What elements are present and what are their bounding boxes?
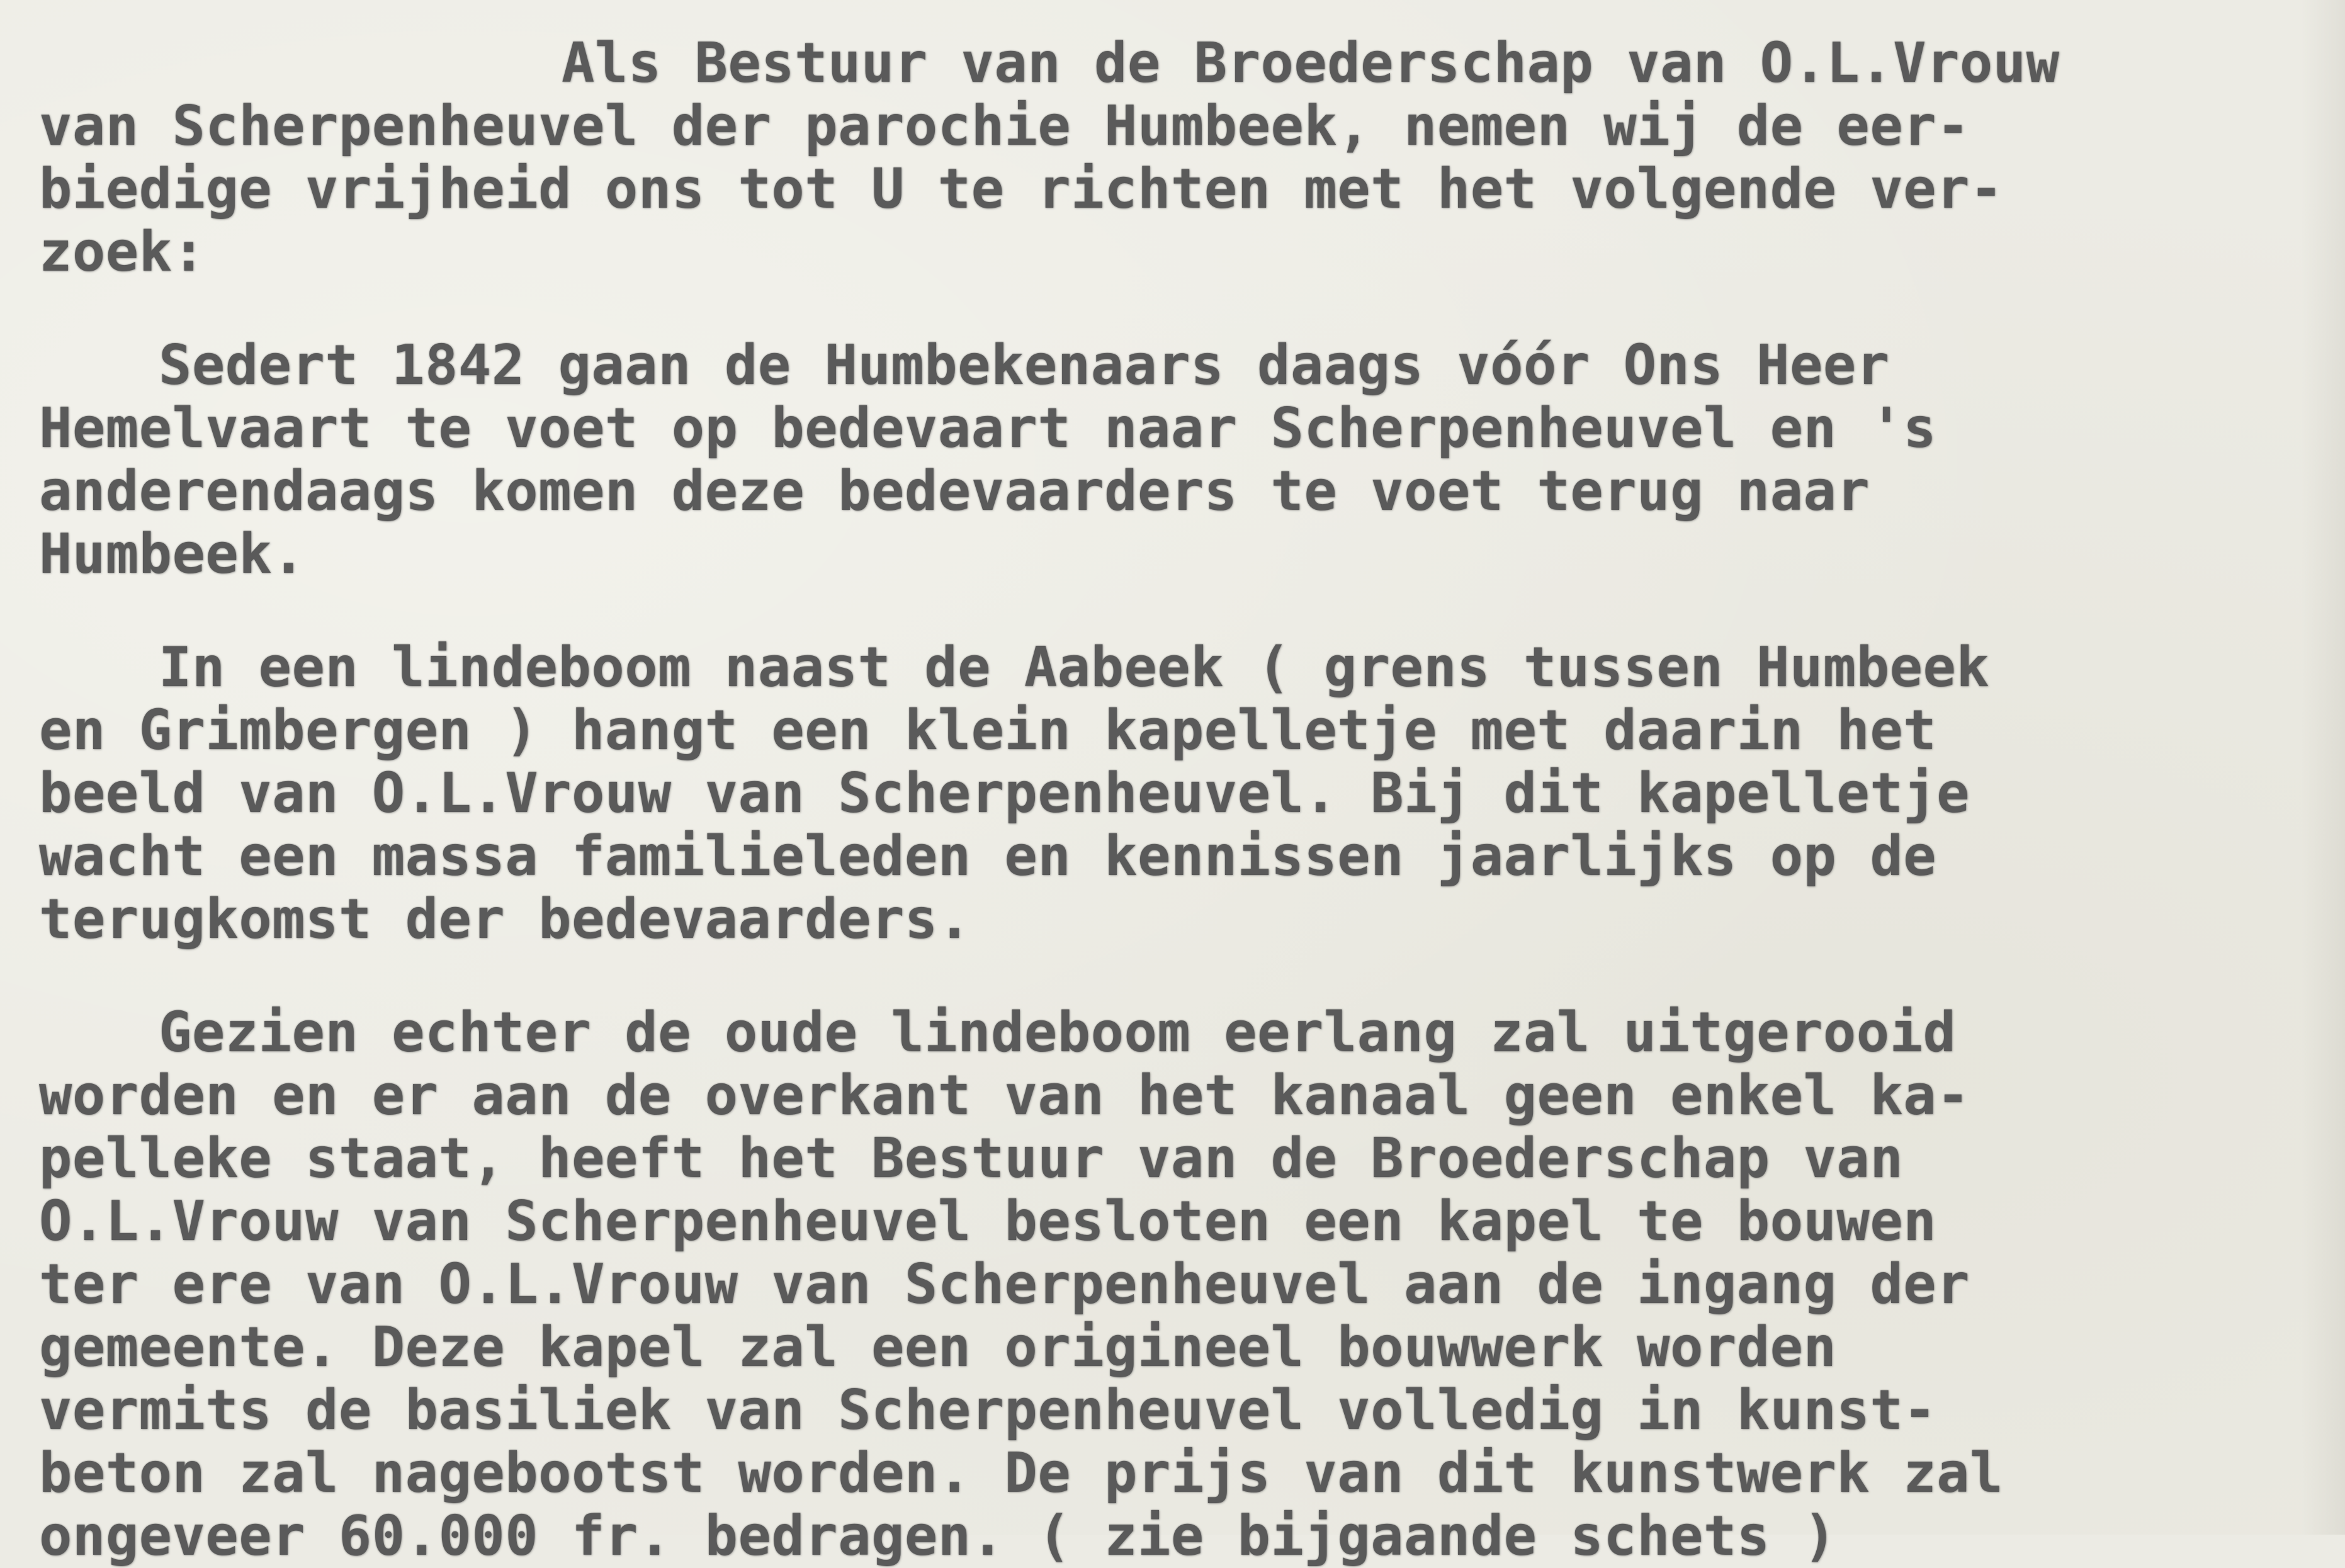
text-line: Gezien echter de oude lindeboom eerlang zal uitgerooid xyxy=(159,1000,1957,1064)
paragraph-4 xyxy=(39,1001,2312,1567)
text-line: en Grimbergen ) hangt een klein kapelletje met daarin het xyxy=(39,698,1937,762)
text-line: pelleke staat, heeft het Bestuur van de Broederschap van xyxy=(39,1126,1904,1190)
text-line: Als Bestuur van de Broederschap van O.L.Vrouw xyxy=(562,31,2060,95)
text-line: ongeveer 60.000 fr. bedragen. ( zie bijgaande schets ) xyxy=(39,1504,1837,1568)
paragraph-gap xyxy=(39,283,2312,334)
text-line: zoek: xyxy=(39,220,206,284)
text-line: van Scherpenheuvel der parochie Humbeek, nemen wij de eer- xyxy=(39,94,1970,158)
text-line: In een lindeboom naast de Aabeek ( grens tussen Humbeek xyxy=(159,635,1990,699)
text-line: gemeente. Deze kapel zal een origineel bouwwerk worden xyxy=(39,1315,1837,1379)
text-line: O.L.Vrouw van Scherpenheuvel besloten een kapel te bouwen xyxy=(39,1189,1937,1253)
text-line: biedige vrijheid ons tot U te richten met het volgende ver- xyxy=(39,157,2003,221)
text-line: beeld van O.L.Vrouw van Scherpenheuvel. Bij dit kapelletje xyxy=(39,761,1970,825)
paragraph-1 xyxy=(39,31,2312,283)
text-line: vermits de basiliek van Scherpenheuvel volledig in kunst- xyxy=(39,1378,1937,1442)
paragraph-2 xyxy=(39,334,2312,585)
text-line: terugkomst der bedevaarders. xyxy=(39,887,971,951)
text-line: worden en er aan de overkant van het kanaal geen enkel ka- xyxy=(39,1063,1970,1127)
paragraph-gap xyxy=(39,950,2312,1001)
text-line: wacht een massa familieleden en kennissen jaarlijks op de xyxy=(39,824,1937,888)
text-line: anderendaags komen deze bedevaarders te voet terug naar xyxy=(39,459,1870,523)
text-line: Sedert 1842 gaan de Humbekenaars daags vóór Ons Heer xyxy=(159,333,1890,397)
text-line: beton zal nagebootst worden. De prijs van dit kunstwerk zal xyxy=(39,1441,2003,1505)
text-line: Hemelvaart te voet op bedevaart naar Scherpenheuvel en 's xyxy=(39,396,1937,460)
text-line: ter ere van O.L.Vrouw van Scherpenheuvel aan de ingang der xyxy=(39,1252,1970,1316)
text-line: Humbeek. xyxy=(39,522,306,586)
paragraph-gap xyxy=(39,585,2312,636)
paragraph-3 xyxy=(39,636,2312,950)
typewritten-letter-body xyxy=(39,31,2312,1567)
